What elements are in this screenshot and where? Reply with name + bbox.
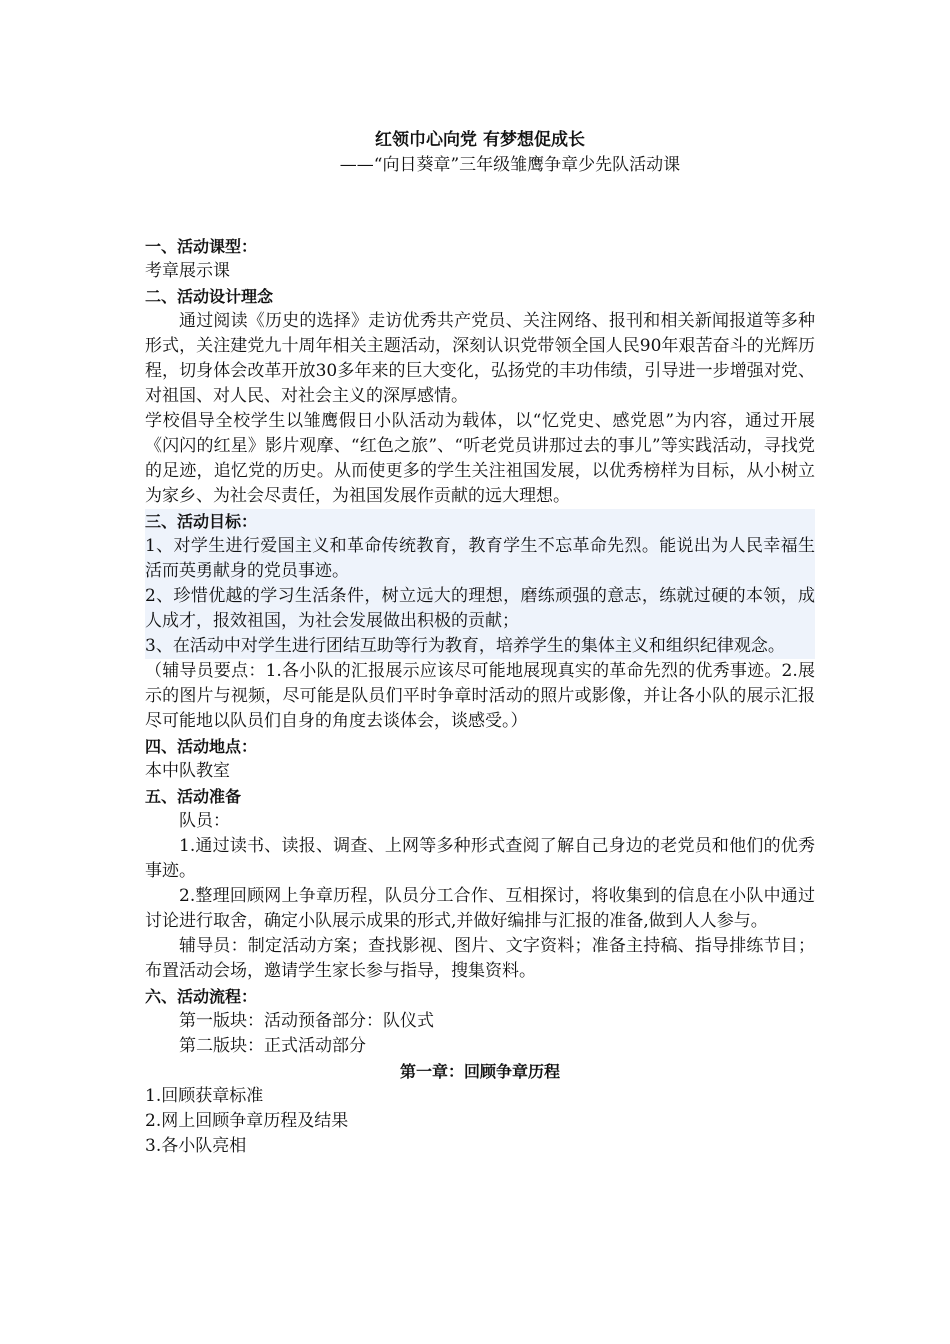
section-1-body: 考章展示课 [145, 261, 230, 281]
prep-item-2: 2.整理回顾网上争章历程，队员分工合作、互相探讨，将收集到的信息在小队中通过讨论进行取舍，确定小队展示成果的形式,并做好编排与汇报的准备,做到人人参与。 [145, 886, 815, 931]
step-2: 2.网上回顾争章历程及结果 [145, 1111, 349, 1131]
block-1: 第一版块：活动预备部分：队仪式 [179, 1011, 434, 1031]
section-2-paragraph-1: 通过阅读《历史的选择》走访优秀共产党员、关注网络、报刊和相关新闻报道等多种形式，关注建党九十周年相关主题活动，深刻认识党带领全国人民90年艰苦奋斗的光辉历程，切身体会改革开放30多年来的巨大变化，弘扬党的丰功伟绩，引导进一步增强对党、对祖国、对人民、对社会主义的深厚感情。 [145, 311, 815, 406]
block-2: 第二版块：正式活动部分 [179, 1036, 366, 1056]
chapter-1-heading: 第一章：回顾争章历程 [399, 1062, 560, 1081]
counselor-note: （辅导员要点：1.各小队的汇报展示应该尽可能地展现真实的革命先烈的优秀事迹。2.展示的图片与视频，尽可能是队员们平时争章时活动的照片或影像，并让各小队的展示汇报尽可能地以队员们自身的角度去谈体会，谈感受。） [145, 661, 815, 731]
step-3: 3.各小队亮相 [145, 1136, 247, 1156]
goal-2: 2、珍惜优越的学习生活条件，树立远大的理想，磨练顽强的意志，练就过硬的本领，成人成才，报效祖国，为社会发展做出积极的贡献； [145, 584, 815, 634]
counselor-prep: 辅导员：制定活动方案；查找影视、图片、文字资料；准备主持稿、指导排练节目；布置活动会场，邀请学生家长参与指导，搜集资料。 [145, 936, 815, 981]
prep-item-1: 1.通过读书、读报、调查、上网等多种形式查阅了解自己身边的老党员和他们的优秀事迹。 [145, 836, 815, 881]
goal-1: 1、对学生进行爱国主义和革命传统教育，教育学生不忘革命先烈。能说出为人民幸福生活而英勇献身的党员事迹。 [145, 534, 815, 584]
section-3-heading: 三、活动目标： [145, 509, 815, 534]
document-title: 红领巾心向党 有梦想促成长 [375, 130, 585, 150]
document-body [145, 128, 815, 1159]
document-subtitle: ——“向日葵章”三年级雏鹰争章少先队活动课 [339, 155, 681, 175]
section-6-heading: 六、活动流程： [145, 987, 258, 1006]
section-4-heading: 四、活动地点： [145, 737, 258, 756]
goal-3: 3、在活动中对学生进行团结互助等行为教育，培养学生的集体主义和组织纪律观念。 [145, 634, 815, 659]
section-2-heading: 二、活动设计理念 [145, 287, 274, 306]
section-4-body: 本中队教室 [145, 761, 230, 781]
section-2-paragraph-2: 学校倡导全校学生以雏鹰假日小队活动为载体，以“忆党史、感党恩”为内容，通过开展《闪闪的红星》影片观摩、“红色之旅”、“听老党员讲那过去的事儿”等实践活动，寻找党的足迹，追忆党的历史。从而使更多的学生关注祖国发展，以优秀榜样为目标，从小树立为家乡、为社会尽责任，为祖国发展作贡献的远大理想。 [145, 411, 815, 506]
section-1-heading: 一、活动课型： [145, 237, 258, 256]
step-1: 1.回顾获章标准 [145, 1086, 264, 1106]
members-label: 队员： [179, 811, 230, 831]
section-5-heading: 五、活动准备 [145, 787, 242, 806]
spacer [145, 178, 815, 234]
